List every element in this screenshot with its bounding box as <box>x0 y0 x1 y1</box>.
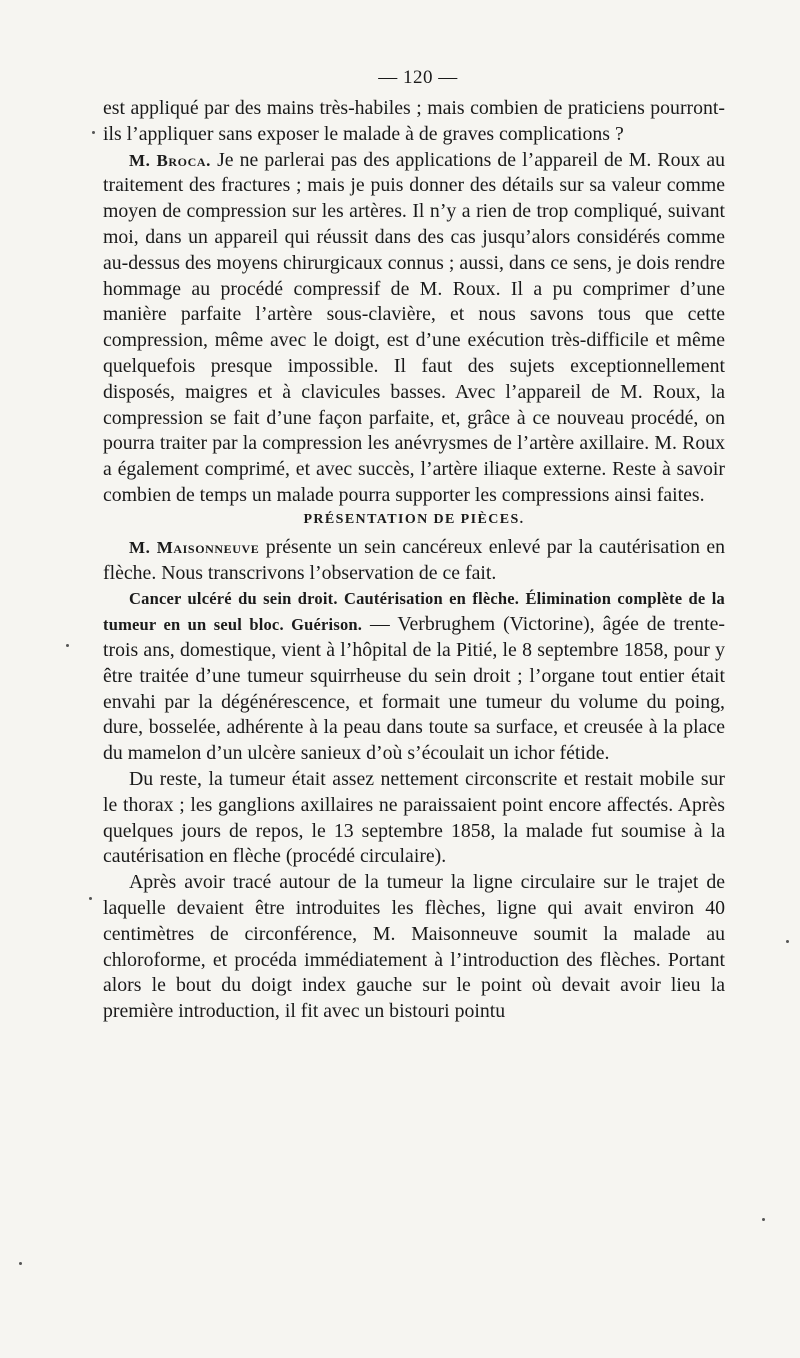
paragraph-broca <box>103 148 725 509</box>
page-number: — 120 — <box>378 67 458 88</box>
speech-text: Je ne parlerai pas des applications de l’appareil de M. Roux au traitement des fractures ; mais je puis donner des détails sur sa valeur comme moyen de compression sur les artères. Il n’y a rien de trop compliqué, suivant moi, dans un appareil qui réussit dans des cas jusqu’alors considérés comme au-dessus des moyens chirurgicaux connus ; aussi, dans ce sens, je dois rendre hommage au procédé compressif de M. Roux. Il a pu comprimer d’une manière parfaite l’artère sous-clavière, et nous savons tous que cette compression, même avec le doigt, est d’une exécution très-difficile et même quelquefois presque impossible. Il faut des sujets exceptionnellement disposés, maigres et à clavicules basses. Avec l’appareil de M. Roux, la compression se fait d’une façon parfaite, et, grâce à ce nouveau procédé, on pourra traiter par la compression les anévrysmes de l’artère axillaire. M. Roux a également comprimé, et avec succès, l’artère iliaque externe. Reste à savoir combien de temps un malade pourra supporter les compressions ainsi faites. <box>103 148 725 506</box>
paragraph-maisonneuve <box>103 535 725 587</box>
paragraph-continuation: est appliqué par des mains très-habiles ; mais combien de praticiens pourront-ils l’appliquer sans exposer le malade à de graves complications ? <box>103 97 725 145</box>
speaker-name: M. Broca. <box>129 150 211 170</box>
paragraph-procedure: Après avoir tracé autour de la tumeur la ligne circulaire sur le trajet de laquelle devaient être introduites les flèches, ligne qui avait environ 40 centimètres de circonférence, M. Maisonneuve soumit la malade au chloroforme, et procéda immédiatement à l’introduction des flèches. Portant alors le bout du doigt index gauche sur le point où devait avoir lieu la première introduction, il fit avec un bistouri pointu <box>103 871 725 1023</box>
case-text: — Verbrughem (Victorine), âgée de trente-trois ans, domestique, vient à l’hôpital de la Pitié, le 8 septembre 1858, pour y être traitée d’une tumeur squirrheuse du sein droit ; l’organe tout entier était envahi par la dégénérescence, et formait une tumeur du volume du poing, dure, bosselée, adhérente à la peau dans toute sa surface, et creusée à la place du mamelon d’un ulcère sanieux d’où s’écoulait un ichor fétide. <box>103 613 725 765</box>
document-page <box>103 64 725 1334</box>
scan-speck <box>66 644 69 647</box>
scan-speck <box>19 1262 22 1265</box>
scan-speck <box>762 1218 765 1221</box>
scan-speck <box>92 131 95 134</box>
paragraph-case-observation <box>103 586 725 767</box>
scan-speck <box>786 940 789 943</box>
section-heading: PRÉSENTATION DE PIÈCES. <box>303 511 525 527</box>
scan-speck <box>89 897 92 900</box>
case-title: Cancer ulcéré du sein droit. Cautérisation en flèche. Élimination complète de la tumeur en un seul bloc. Guérison. <box>103 589 725 635</box>
speaker-name: M. Maisonneuve <box>129 537 260 557</box>
speech-text: présente un sein cancéreux enlevé par la cautérisation en flèche. Nous transcrivons l’observation de ce fait. <box>103 535 725 584</box>
paragraph-tumor-description: Du reste, la tumeur était assez nettement circonscrite et restait mobile sur le thorax ; les ganglions axillaires ne paraissaient point encore affectés. Après quelques jours de repos, le 13 septembre 1858, la malade fut soumise à la cautérisation en flèche (procédé circulaire). <box>103 767 725 868</box>
